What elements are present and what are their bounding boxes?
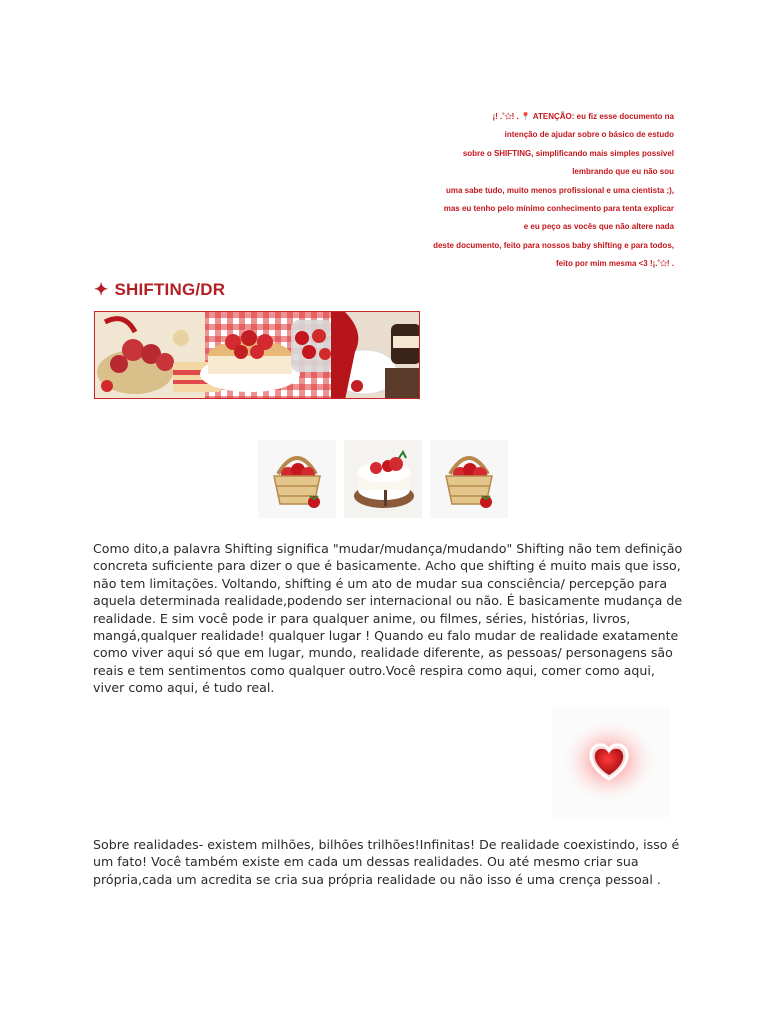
strawberry-cake-image — [344, 440, 422, 518]
notice-line: sobre o SHIFTING, simplificando mais simples possível — [462, 148, 674, 158]
notice-line: e eu peço as vocês que não altere nada — [523, 222, 674, 232]
paragraph-realities: Sobre realidades- existem milhões, bilhões trilhões!Infinitas! De realidade coexistindo, isso é um fato! Você também existe em cada um dessas realidades. Ou até mesmo criar sua própria,cada um acredita se cria sua própria realidade ou não isso é uma crença pessoal . — [93, 837, 680, 887]
notice-line: feito por mim mesma <3 !¡.˚✩! . — [555, 259, 674, 269]
notice-line: ¡! .˚✩! . 📍 ATENÇÃO: eu fiz esse documento na — [492, 112, 674, 121]
notice-block — [354, 108, 674, 274]
strawberry-basket-image — [430, 440, 508, 518]
sparkle-icon: ✦ — [94, 280, 109, 299]
strawberry-basket-image — [258, 440, 336, 518]
strawberry-desserts-banner — [94, 311, 420, 399]
notice-line: intenção de ajudar sobre o básico de estudo — [504, 130, 674, 140]
paragraph-shifting-definition: Como dito,a palavra Shifting significa "mudar/mudança/mudando" Shifting não tem definição concreta suficiente para dizer o que é basicamente. Acho que shifting é muito mais que isso, não tem limitações. Voltando, shifting é um ato de mudar sua consciência/ percepção para aquela determinada realidade,podendo ser internacional ou não. É basicamente mudança de realidade. E sim você pode ir para qualquer anime, ou filmes, séries, histórias, livros, mangá,qualquer realidade! qualquer lugar ! Quando eu falo mudar de realidade exatamente como viver aqui só que em lugar, mundo, realidade diferente, as pessoas/ personagens são reais e tem sentimentos como qualquer outro.Você respira como aqui, comer como aqui, viver como aqui, é tudo real. — [93, 541, 683, 696]
notice-line: deste documento, feito para nossos baby shifting e para todos, — [433, 240, 674, 250]
section-title: SHIFTING/DR — [114, 280, 226, 299]
thumbnail-row — [258, 440, 508, 518]
glowing-heart-image — [552, 707, 670, 817]
notice-line: uma sabe tudo, muito menos profissional e uma cientista ;), — [445, 185, 674, 195]
notice-line: mas eu tenho pelo mínimo conhecimento para tenta explicar — [443, 204, 674, 214]
notice-line: lembrando que eu não sou — [572, 167, 674, 177]
section-heading — [94, 280, 225, 300]
